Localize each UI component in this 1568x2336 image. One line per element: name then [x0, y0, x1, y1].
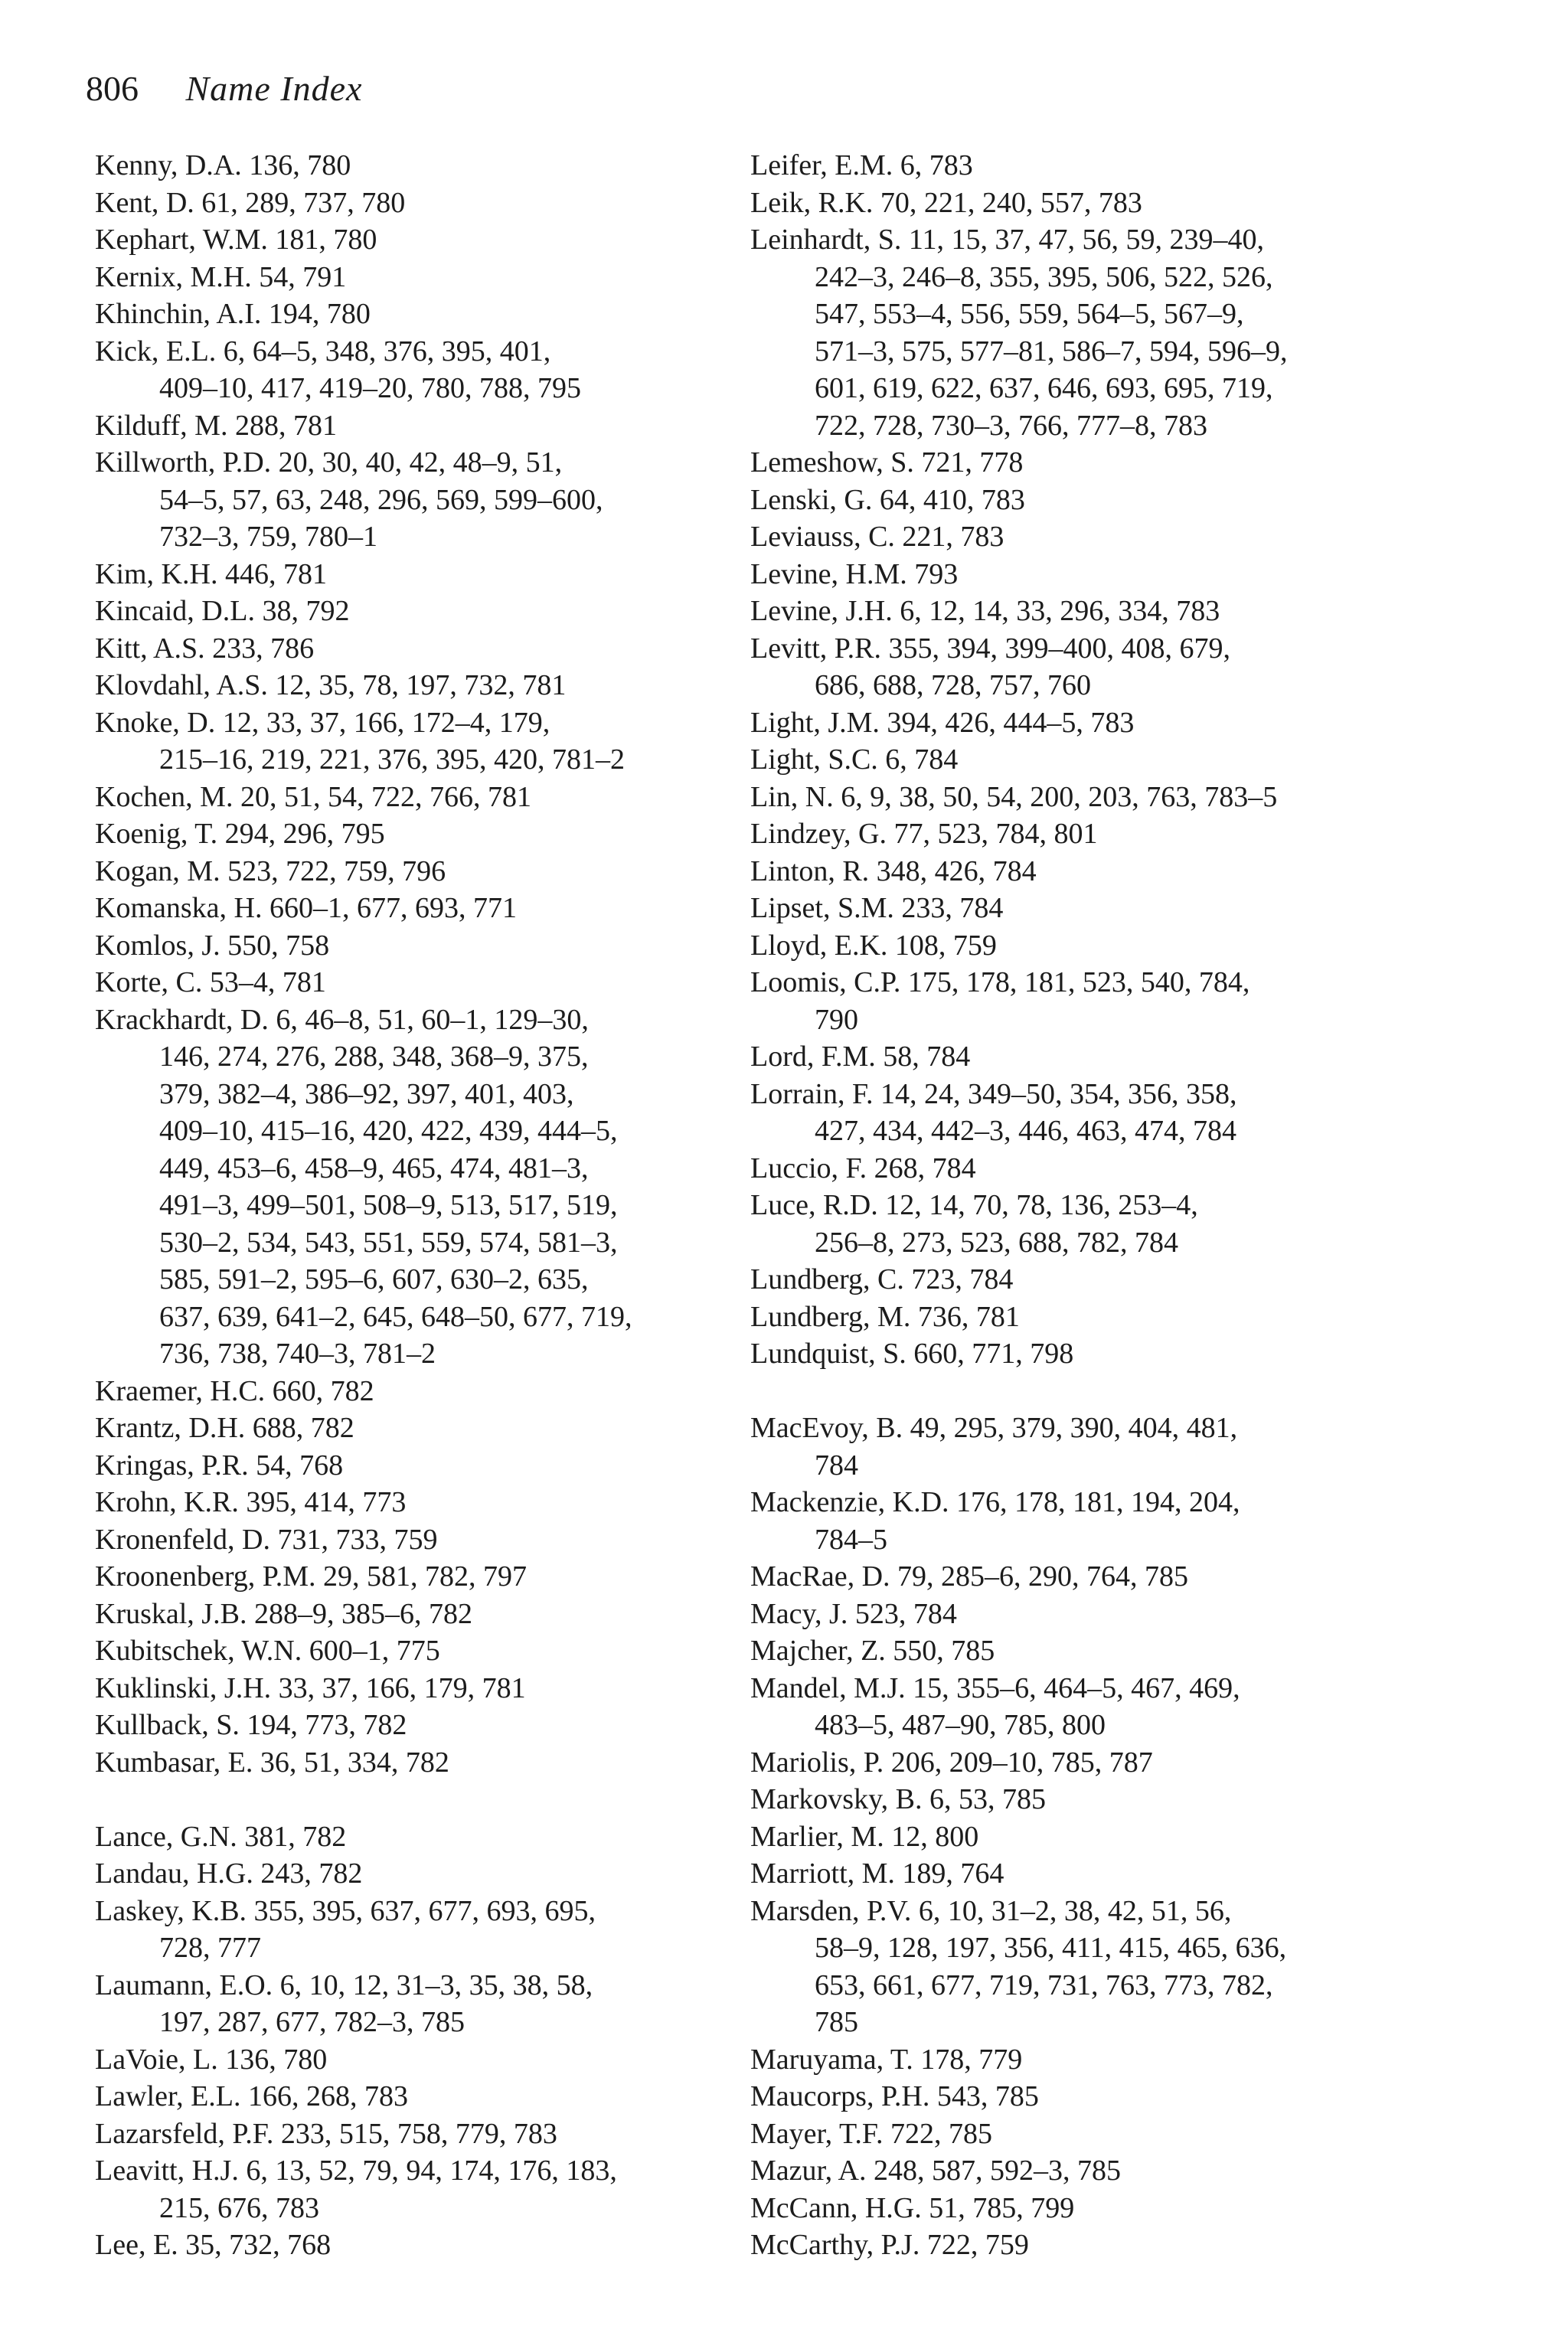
- index-entry-continuation: 256–8, 273, 523, 688, 782, 784: [815, 1226, 1178, 1259]
- index-entry-continuation: 409–10, 417, 419–20, 780, 788, 795: [159, 372, 581, 404]
- index-entry-continuation: 427, 434, 442–3, 446, 463, 474, 784: [815, 1115, 1236, 1147]
- index-entry: Korte, C. 53–4, 781: [95, 966, 326, 998]
- index-entry-continuation: 785: [815, 2006, 858, 2038]
- index-entry: Lundberg, C. 723, 784: [750, 1263, 1014, 1295]
- index-entry: Krackhardt, D. 6, 46–8, 51, 60–1, 129–30,: [95, 1003, 589, 1036]
- index-entry: Light, J.M. 394, 426, 444–5, 783: [750, 706, 1135, 739]
- index-entry-continuation: 379, 382–4, 386–92, 397, 401, 403,: [159, 1077, 574, 1110]
- index-entry-continuation: 732–3, 759, 780–1: [159, 521, 377, 553]
- index-entry-continuation: 54–5, 57, 63, 248, 296, 569, 599–600,: [159, 483, 603, 516]
- index-entry: McCarthy, P.J. 722, 759: [750, 2229, 1029, 2261]
- index-entry: Lord, F.M. 58, 784: [750, 1041, 971, 1073]
- index-entry-continuation: 736, 738, 740–3, 781–2: [159, 1338, 436, 1370]
- index-entry: Kruskal, J.B. 288–9, 385–6, 782: [95, 1597, 472, 1630]
- index-entry: MacRae, D. 79, 285–6, 290, 764, 785: [750, 1560, 1189, 1593]
- index-entry: Kubitschek, W.N. 600–1, 775: [95, 1635, 440, 1667]
- index-entry-continuation: 58–9, 128, 197, 356, 411, 415, 465, 636,: [815, 1932, 1287, 1964]
- index-entry: Lance, G.N. 381, 782: [95, 1820, 347, 1853]
- index-entry-continuation: 722, 728, 730–3, 766, 777–8, 783: [815, 409, 1207, 442]
- index-entry: Krohn, K.R. 395, 414, 773: [95, 1486, 407, 1518]
- index-entry-continuation: 449, 453–6, 458–9, 465, 474, 481–3,: [159, 1152, 589, 1184]
- index-entry: Lemeshow, S. 721, 778: [750, 446, 1024, 479]
- index-entry-continuation: 571–3, 575, 577–81, 586–7, 594, 596–9,: [815, 335, 1288, 368]
- index-entry-continuation: 215, 676, 783: [159, 2191, 319, 2224]
- index-entry: Lloyd, E.K. 108, 759: [750, 929, 997, 962]
- index-entry: Marlier, M. 12, 800: [750, 1820, 979, 1853]
- index-entry: Kullback, S. 194, 773, 782: [95, 1709, 407, 1741]
- index-entry: Kraemer, H.C. 660, 782: [95, 1374, 374, 1407]
- index-entry: Kim, K.H. 446, 781: [95, 557, 327, 590]
- section-gap: [95, 1781, 769, 1818]
- index-entry: Leik, R.K. 70, 221, 240, 557, 783: [750, 186, 1142, 219]
- index-entry-continuation: 728, 777: [159, 1932, 261, 1964]
- index-entry: Levine, H.M. 793: [750, 557, 959, 590]
- index-entry: Kick, E.L. 6, 64–5, 348, 376, 395, 401,: [95, 335, 551, 368]
- running-title: Name Index: [185, 69, 363, 108]
- index-entry-continuation: 585, 591–2, 595–6, 607, 630–2, 635,: [159, 1263, 589, 1295]
- index-entry: Lenski, G. 64, 410, 783: [750, 483, 1025, 516]
- index-entry: Maucorps, P.H. 543, 785: [750, 2080, 1039, 2112]
- index-entry: Luccio, F. 268, 784: [750, 1152, 976, 1184]
- index-entry: Mayer, T.F. 722, 785: [750, 2117, 992, 2150]
- index-entry: Kilduff, M. 288, 781: [95, 409, 337, 442]
- index-entry: Lazarsfeld, P.F. 233, 515, 758, 779, 783: [95, 2117, 557, 2150]
- index-entry: Kephart, W.M. 181, 780: [95, 224, 377, 256]
- index-entry: Komanska, H. 660–1, 677, 693, 771: [95, 892, 517, 924]
- index-entry: Killworth, P.D. 20, 30, 40, 42, 48–9, 51,: [95, 446, 563, 479]
- index-entry: Leviauss, C. 221, 783: [750, 521, 1004, 553]
- index-entry: Kitt, A.S. 233, 786: [95, 632, 315, 665]
- section-gap: [750, 1373, 1455, 1410]
- index-entry: Macy, J. 523, 784: [750, 1597, 957, 1630]
- index-entry: Koenig, T. 294, 296, 795: [95, 818, 385, 850]
- index-entry: Komlos, J. 550, 758: [95, 929, 330, 962]
- index-entry: Kenny, D.A. 136, 780: [95, 149, 351, 181]
- index-entry: Marsden, P.V. 6, 10, 31–2, 38, 42, 51, 56,: [750, 1894, 1232, 1927]
- index-entry: MacEvoy, B. 49, 295, 379, 390, 404, 481,: [750, 1412, 1238, 1444]
- index-entry: Levine, J.H. 6, 12, 14, 33, 296, 334, 783: [750, 595, 1220, 627]
- index-entry: Kroonenberg, P.M. 29, 581, 782, 797: [95, 1560, 528, 1593]
- index-entry: Kincaid, D.L. 38, 792: [95, 595, 350, 627]
- index-entry: Lawler, E.L. 166, 268, 783: [95, 2080, 409, 2112]
- index-entry: Mandel, M.J. 15, 355–6, 464–5, 467, 469,: [750, 1671, 1240, 1704]
- index-entry: LaVoie, L. 136, 780: [95, 2043, 328, 2076]
- index-entry: Kringas, P.R. 54, 768: [95, 1449, 344, 1482]
- index-entry: Lee, E. 35, 732, 768: [95, 2229, 332, 2261]
- index-entry: Lipset, S.M. 233, 784: [750, 892, 1004, 924]
- index-entry: Mackenzie, K.D. 176, 178, 181, 194, 204,: [750, 1486, 1240, 1518]
- index-entry: Lundquist, S. 660, 771, 798: [750, 1338, 1074, 1370]
- index-entry-continuation: 601, 619, 622, 637, 646, 693, 695, 719,: [815, 372, 1273, 404]
- index-entry: Kochen, M. 20, 51, 54, 722, 766, 781: [95, 780, 531, 813]
- index-entry: Levitt, P.R. 355, 394, 399–400, 408, 679,: [750, 632, 1231, 665]
- index-column-left: [95, 147, 769, 2264]
- index-entry: Laumann, E.O. 6, 10, 12, 31–3, 35, 38, 58,: [95, 1968, 593, 2001]
- index-entry: Lindzey, G. 77, 523, 784, 801: [750, 818, 1098, 850]
- page-header: [86, 64, 362, 113]
- index-entry: Lin, N. 6, 9, 38, 50, 54, 200, 203, 763, 783–5: [750, 780, 1278, 813]
- index-entry: Mariolis, P. 206, 209–10, 785, 787: [750, 1746, 1153, 1779]
- index-entry-continuation: 409–10, 415–16, 420, 422, 439, 444–5,: [159, 1115, 618, 1147]
- index-entry: Majcher, Z. 550, 785: [750, 1635, 995, 1667]
- index-entry-continuation: 197, 287, 677, 782–3, 785: [159, 2006, 465, 2038]
- index-entry: Leifer, E.M. 6, 783: [750, 149, 973, 181]
- index-entry: Marriott, M. 189, 764: [750, 1857, 1004, 1890]
- index-entry: Maruyama, T. 178, 779: [750, 2043, 1023, 2076]
- index-column-right: [750, 147, 1455, 2264]
- page-number: 806: [86, 69, 139, 108]
- index-entry: Markovsky, B. 6, 53, 785: [750, 1783, 1046, 1815]
- index-entry: Klovdahl, A.S. 12, 35, 78, 197, 732, 781: [95, 669, 567, 701]
- index-entry: Krantz, D.H. 688, 782: [95, 1412, 354, 1444]
- index-entry-continuation: 790: [815, 1003, 858, 1036]
- index-entry: Lundberg, M. 736, 781: [750, 1300, 1020, 1333]
- index-entry-continuation: 530–2, 534, 543, 551, 559, 574, 581–3,: [159, 1226, 618, 1259]
- index-entry-continuation: 242–3, 246–8, 355, 395, 506, 522, 526,: [815, 260, 1273, 293]
- index-entry-continuation: 784: [815, 1449, 858, 1482]
- index-entry: Lorrain, F. 14, 24, 349–50, 354, 356, 358,: [750, 1077, 1237, 1110]
- index-entry-continuation: 784–5: [815, 1523, 887, 1556]
- index-entry: Kent, D. 61, 289, 737, 780: [95, 186, 406, 219]
- index-entry-continuation: 653, 661, 677, 719, 731, 763, 773, 782,: [815, 1968, 1273, 2001]
- index-entry: Light, S.C. 6, 784: [750, 743, 959, 776]
- index-entry: Landau, H.G. 243, 782: [95, 1857, 363, 1890]
- index-entry: Kuklinski, J.H. 33, 37, 166, 179, 781: [95, 1671, 526, 1704]
- index-entry: Linton, R. 348, 426, 784: [750, 854, 1037, 887]
- index-entry-continuation: 547, 553–4, 556, 559, 564–5, 567–9,: [815, 298, 1244, 330]
- index-entry: Loomis, C.P. 175, 178, 181, 523, 540, 784,: [750, 966, 1250, 998]
- index-entry: Kernix, M.H. 54, 791: [95, 260, 347, 293]
- index-entry-continuation: 637, 639, 641–2, 645, 648–50, 677, 719,: [159, 1300, 632, 1333]
- index-entry: Kronenfeld, D. 731, 733, 759: [95, 1523, 438, 1556]
- index-entry-continuation: 215–16, 219, 221, 376, 395, 420, 781–2: [159, 743, 625, 776]
- index-entry: Leavitt, H.J. 6, 13, 52, 79, 94, 174, 176, 183,: [95, 2155, 617, 2187]
- index-entry-continuation: 491–3, 499–501, 508–9, 513, 517, 519,: [159, 1189, 618, 1221]
- index-entry-continuation: 686, 688, 728, 757, 760: [815, 669, 1091, 701]
- index-entry: Laskey, K.B. 355, 395, 637, 677, 693, 695,: [95, 1894, 596, 1927]
- index-entry: Luce, R.D. 12, 14, 70, 78, 136, 253–4,: [750, 1189, 1198, 1221]
- index-entry: Khinchin, A.I. 194, 780: [95, 298, 371, 330]
- index-entry: Kumbasar, E. 36, 51, 334, 782: [95, 1746, 449, 1779]
- index-entry: Leinhardt, S. 11, 15, 37, 47, 56, 59, 239–40,: [750, 224, 1264, 256]
- index-entry: Mazur, A. 248, 587, 592–3, 785: [750, 2155, 1121, 2187]
- index-entry: McCann, H.G. 51, 785, 799: [750, 2191, 1075, 2224]
- index-entry-continuation: 483–5, 487–90, 785, 800: [815, 1709, 1106, 1741]
- index-entry: Kogan, M. 523, 722, 759, 796: [95, 854, 446, 887]
- index-entry: Knoke, D. 12, 33, 37, 166, 172–4, 179,: [95, 706, 550, 739]
- index-entry-continuation: 146, 274, 276, 288, 348, 368–9, 375,: [159, 1041, 589, 1073]
